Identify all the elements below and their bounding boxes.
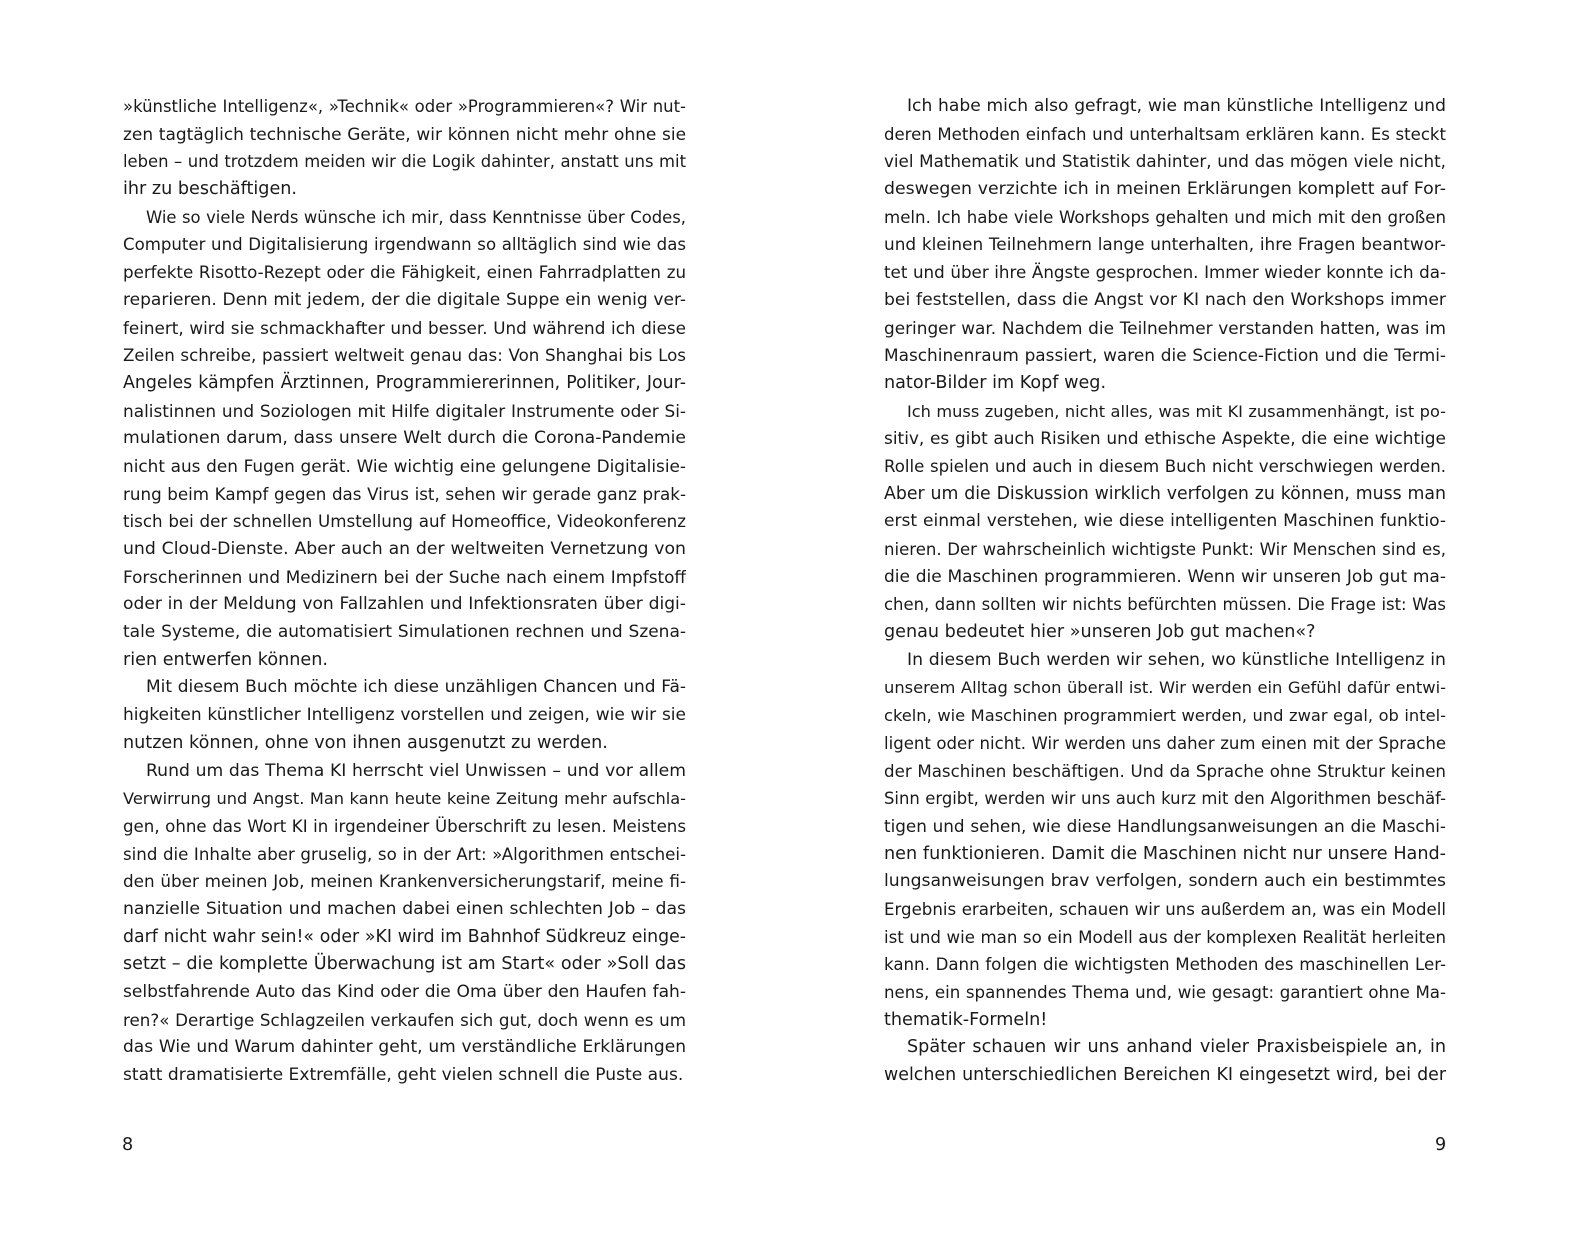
text-line: chen, dann sollten wir nichts befürchten müssen. Die Frage ist: Was (884, 595, 1446, 615)
text-line: viel Mathematik und Statistik dahinter, und das mögen viele nicht, (884, 151, 1446, 172)
text-line: Rolle spielen und auch in diesem Buch nicht verschwiegen werden. (884, 456, 1446, 476)
text-line: Ich habe mich also gefragt, wie man künstliche Intelligenz und (907, 96, 1446, 116)
text-line: Aber um die Diskussion wirklich verfolgen zu können, muss man (884, 483, 1446, 504)
text-line: ihr zu beschäftigen. (123, 179, 298, 200)
text-line: Forscherinnen und Medizinern bei der Suche nach einem Impfstoff (123, 566, 686, 587)
text-line: Computer und Digitalisierung irgendwann so alltäglich sind wie das (123, 235, 686, 255)
text-line: der Maschinen beschäftigen. Und da Sprache ohne Struktur keinen (884, 761, 1446, 781)
text-line: nicht aus den Fugen gerät. Wie wichtig eine gelungene Digitalisie- (123, 455, 686, 476)
text-line: tale Systeme, die automatisiert Simulationen rechnen und Szena- (123, 622, 686, 643)
text-line: setzt – die komplette Überwachung ist am Start« oder »Soll das (123, 954, 686, 975)
text-line: feinert, wird sie schmackhafter und besser. Und während ich diese (123, 317, 686, 338)
text-line: und kleinen Teilnehmern lange unterhalten, ihre Fragen beantwor- (884, 234, 1446, 255)
text-line: thematik-Formeln! (884, 1009, 1048, 1030)
text-line: Rund um das Thema KI herrscht viel Unwissen – und vor allem (146, 760, 686, 781)
text-line: welchen unterschiedlichen Bereichen KI eingesetzt wird, bei der (884, 1065, 1446, 1086)
text-line: rien entwerfen können. (123, 649, 328, 670)
text-line: Mit diesem Buch möchte ich diese unzähligen Chancen und Fä- (146, 677, 686, 698)
left-page-body (123, 93, 686, 1090)
text-line: »künstliche Intelligenz«, »Technik« oder »Programmieren«? Wir nut- (123, 97, 686, 116)
text-line: genau bedeutet hier »unseren Job gut machen«? (884, 622, 1316, 643)
text-line: deren Methoden einfach und unterhaltsam erklären kann. Es steckt (884, 124, 1446, 144)
text-line: tet und über ihre Ängste gesprochen. Immer wieder konnte ich da- (884, 262, 1446, 283)
text-line: gen, ohne das Wort KI in irgendeiner Überschrift zu lesen. Meistens (123, 816, 686, 836)
text-line: sind die Inhalte aber gruselig, so in der Art: »Algorithmen entschei- (123, 844, 686, 864)
text-line: meln. Ich habe viele Workshops gehalten und mich mit den großen (884, 207, 1446, 227)
text-line: deswegen verzichte ich in meinen Erklärungen komplett auf For- (884, 179, 1446, 200)
text-line: statt dramatisierte Extremfälle, geht vielen schnell die Puste aus. (123, 1065, 684, 1086)
text-line: bei feststellen, dass die Angst vor KI nach den Workshops immer (884, 289, 1446, 310)
text-line: Sinn ergibt, werden wir uns auch kurz mit den Algorithmen beschäf- (884, 789, 1446, 809)
text-line: higkeiten künstlicher Intelligenz vorstellen und zeigen, wie wir sie (123, 705, 686, 726)
text-line: Später schauen wir uns anhand vieler Praxisbeispiele an, in (907, 1037, 1446, 1058)
text-line: unserem Alltag schon überall ist. Wir werden ein Gefühl dafür entwi- (884, 678, 1446, 698)
text-line: den über meinen Job, meinen Krankenversicherungstarif, meine fi- (123, 871, 686, 892)
text-line: sitiv, es gibt auch Risiken und ethische Aspekte, die eine wichtige (884, 428, 1446, 449)
text-line: nanzielle Situation und machen dabei einen schlechten Job – das (123, 898, 686, 919)
text-line: nen funktionieren. Damit die Maschinen nicht nur unsere Hand- (884, 843, 1446, 864)
text-line: perfekte Risotto-Rezept oder die Fähigkeit, einen Fahrradplatten zu (123, 263, 686, 283)
text-line: Ergebnis erarbeiten, schauen wir uns außerdem an, was ein Modell (884, 899, 1446, 919)
text-line: Angeles kämpfen Ärztinnen, Programmiererinnen, Politiker, Jour- (123, 372, 686, 393)
text-line: nator-Bilder im Kopf weg. (884, 372, 1107, 393)
text-line: reparieren. Denn mit jedem, der die digitale Suppe ein wenig ver- (123, 289, 686, 310)
right-page-number: 9 (1435, 1135, 1447, 1155)
text-line: Zeilen schreibe, passiert weltweit genau das: Von Shanghai bis Los (123, 346, 686, 366)
text-line: erst einmal verstehen, wie diese intelligenten Maschinen funktio- (884, 511, 1446, 532)
text-line: nens, ein spannendes Thema und, wie gesagt: garantiert ohne Ma- (884, 983, 1446, 1002)
text-line: oder in der Meldung von Fallzahlen und Infektionsraten über digi- (123, 594, 686, 615)
text-line: geringer war. Nachdem die Teilnehmer verstanden hatten, was im (884, 317, 1446, 338)
text-line: kann. Dann folgen die wichtigsten Methoden des maschinellen Ler- (884, 955, 1446, 975)
text-line: In diesem Buch werden wir sehen, wo künstliche Intelligenz in (907, 649, 1446, 670)
right-page-body (884, 93, 1446, 1090)
text-line: zen tagtäglich technische Geräte, wir können nicht mehr ohne sie (123, 123, 686, 144)
text-line: und Cloud-Dienste. Aber auch an der weltweiten Vernetzung von (123, 539, 686, 559)
text-line: das Wie und Warum dahinter geht, um verständliche Erklärungen (123, 1037, 686, 1058)
text-line: selbstfahrende Auto das Kind oder die Oma über den Haufen fah- (123, 982, 686, 1002)
text-line: Verwirrung und Angst. Man kann heute keine Zeitung mehr aufschla- (123, 789, 686, 809)
text-line: ist und wie man so ein Modell aus der komplexen Realität herleiten (884, 927, 1446, 947)
text-line: nutzen können, ohne von ihnen ausgenutzt zu werden. (123, 732, 608, 753)
left-page-number: 8 (122, 1135, 134, 1155)
text-line: die die Maschinen programmieren. Wenn wir unseren Job gut ma- (884, 566, 1446, 587)
text-line: Maschinenraum passiert, waren die Science-Fiction und die Termi- (884, 345, 1446, 366)
text-line: nieren. Der wahrscheinlich wichtigste Punkt: Wir Menschen sind es, (884, 540, 1446, 559)
text-line: mulationen darum, dass unsere Welt durch die Corona-Pandemie (123, 428, 686, 449)
text-line: tigen und sehen, wie diese Handlungsanweisungen an die Maschi- (884, 815, 1446, 836)
text-line: ckeln, wie Maschinen programmiert werden, und zwar egal, ob intel- (884, 706, 1446, 726)
text-line: nalistinnen und Soziologen mit Hilfe digitaler Instrumente oder Si- (123, 400, 686, 421)
text-line: ligent oder nicht. Wir werden uns daher zum einen mit der Sprache (884, 733, 1446, 753)
text-line: rung beim Kampf gegen das Virus ist, sehen wir gerade ganz prak- (123, 483, 686, 504)
text-line: tisch bei der schnellen Umstellung auf Homeoffice, Videokonferenz (123, 512, 686, 532)
text-line: leben – und trotzdem meiden wir die Logik dahinter, anstatt uns mit (123, 152, 686, 172)
text-line: Wie so viele Nerds wünsche ich mir, dass Kenntnisse über Codes, (146, 207, 686, 227)
text-line: Ich muss zugeben, nicht alles, was mit KI zusammenhängt, ist po- (907, 401, 1446, 421)
text-line: ren?« Derartige Schlagzeilen verkaufen sich gut, doch wenn es um (123, 1009, 686, 1030)
text-line: lungsanweisungen brav verfolgen, sondern auch ein bestimmtes (884, 871, 1446, 892)
text-line: darf nicht wahr sein!« oder »KI wird im Bahnhof Südkreuz einge- (123, 926, 686, 947)
